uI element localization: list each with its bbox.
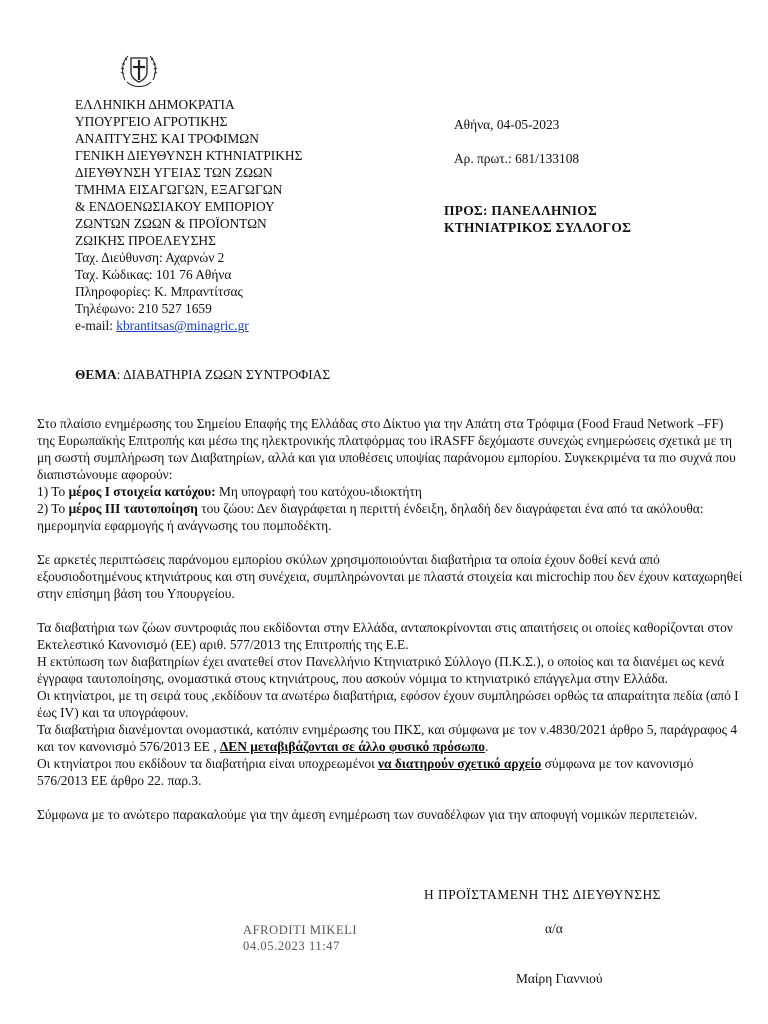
sender-line: ΖΩΝΤΩΝ ΖΩΩΝ & ΠΡΟΪΟΝΤΩΝ [75, 216, 267, 231]
distribution-end: . [485, 739, 489, 754]
sender-line: ΔΙΕΥΘΥΝΣΗ ΥΓΕΙΑΣ ΤΩΝ ΖΩΩΝ [75, 165, 273, 180]
body-paragraph [37, 619, 743, 789]
address: Ταχ. Διεύθυνση: Αχαρνών 2 [75, 250, 225, 265]
sender-line: ΥΠΟΥΡΓΕΙΟ ΑΓΡΟΤΙΚΗΣ [75, 114, 228, 129]
information-contact: Πληροφορίες: Κ. Μπραντίτσας [75, 284, 243, 299]
record-end: σύμφωνα με τον κανονισμό 576/2013 ΕΕ άρθρο 22. παρ.3. [37, 756, 694, 788]
item-1 [37, 484, 422, 499]
recipient-line: ΠΡΟΣ: ΠΑΝΕΛΛΗΝΙΟΣ [444, 203, 598, 218]
record-keeping [37, 756, 693, 788]
signer-name: Μαίρη Γιαννιού [516, 971, 603, 986]
phone: Τηλέφωνο: 210 527 1659 [75, 301, 212, 316]
distribution-text: Τα διαβατήρια διανέμονται ονομαστικά, κατόπιν ενημέρωσης του ΠΚΣ, και σύμφωνα με τον ν.4830/2021 άρθρο 5, παράγραφος 4 και τον κανονισμό 576/2013 ΕΕ , [37, 722, 738, 754]
postal-code: Ταχ. Κώδικας: 101 76 Αθήνα [75, 267, 232, 282]
body-paragraph [37, 415, 743, 534]
subject-text: : ΔΙΑΒΑΤΗΡΙΑ ΖΩΩΝ ΣΥΝΤΡΟΦΙΑΣ [116, 367, 331, 382]
passport-distribution [37, 722, 737, 754]
sender-block [75, 96, 375, 334]
item-1-rest: Μη υπογραφή του κατόχου-ιδιοκτήτη [215, 484, 422, 499]
record-keeping-emphasis: να διατηρούν σχετικό αρχείο [378, 756, 542, 771]
non-transferable-emphasis: ΔΕΝ μεταβιβάζονται σε άλλο φυσικό πρόσωπο [219, 739, 485, 754]
digital-signature-name: AFRODITI MIKELI [243, 923, 358, 937]
body-paragraph: Σύμφωνα με το ανώτερο παρακαλούμε για την άμεση ενημέρωση των συναδέλφων για την αποφυγή νομικών περιπετειών. [37, 807, 698, 822]
sender-line: ΖΩΙΚΗΣ ΠΡΟΕΛΕΥΣΗΣ [75, 233, 216, 248]
vet-issuance: Οι κτηνίατροι, με τη σειρά τους ,εκδίδουν τα ανωτέρω διαβατήρια, εφόσον έχουν συμπληρώσει ορθώς τα απαραίτητα πεδία (από I έως IV) και τα υπογράφουν. [37, 688, 739, 720]
digital-signature-datetime: 04.05.2023 11:47 [243, 939, 340, 953]
body-paragraph: Σε αρκετές περιπτώσεις παράνομου εμπορίου σκύλων χρησιμοποιούνται διαβατήρια τα οποία έχουν δοθεί κενά από εξουσιοδοτημένους κτηνιάτρους και στη συνέχεια, συμπληρώνονται με πλαστά στοιχεία και microchip που δεν έχουν καταχωρηθεί στην επίσημη βάση του Υπουργείου. [37, 552, 743, 601]
passport-requirements: Τα διαβατήρια των ζώων συντροφιάς που εκδίδονται στην Ελλάδα, ανταποκρίνονται στις απαιτήσεις οι οποίες καθορίζονται στον Εκτελεστικό Κανονισμό (ΕΕ) αριθ. 577/2013 της Επιτροπής της Ε.Ε. [37, 620, 733, 652]
email-link[interactable]: kbrantitsas@minagric.gr [116, 318, 249, 333]
item-2-prefix: 2) Το [37, 501, 69, 516]
letter-body [37, 415, 743, 840]
item-1-bold: μέρος I στοιχεία κατόχου: [68, 484, 216, 499]
item-1-prefix: 1) Το [37, 484, 69, 499]
signatory-title: Η ΠΡΟΪΣΤΑΜΕΝΗ ΤΗΣ ΔΙΕΥΘΥΝΣΗΣ [424, 887, 661, 902]
email-line [75, 317, 375, 334]
email-label: e-mail: [75, 318, 117, 333]
greek-state-emblem-icon [119, 50, 159, 92]
subject-label: ΘΕΜΑ [75, 367, 117, 382]
on-behalf-mark: α/α [545, 921, 563, 936]
recipient-line: ΚΤΗΝΙΑΤΡΙΚΟΣ ΣΥΛΛΟΓΟΣ [444, 220, 632, 235]
intro-text: Στο πλαίσιο ενημέρωσης του Σημείου Επαφής της Ελλάδας στο Δίκτυο για την Απάτη στα Τρόφιμα (Food Fraud Network –FF) της Ευρωπαϊκής Επιτροπής και μέσω της ηλεκτρονικής πλατφόρμας του iRASFF δεχόμαστε συνεχώς ενημερώσεις σχετικά με τη μη σωστή συμπλήρωση των Διαβατηρίων, αλλά και για υποθέσεις υποψίας παράνομου εμπορίου. Συγκεκριμένα τα πιο συχνά που διαπιστώνουμε αφορούν: [37, 416, 736, 482]
sender-line: ΤΜΗΜΑ ΕΙΣΑΓΩΓΩΝ, ΕΞΑΓΩΓΩΝ [75, 182, 283, 197]
subject [75, 366, 330, 383]
digital-signature [243, 922, 357, 954]
passport-printing: Η εκτύπωση των διαβατηρίων έχει ανατεθεί στον Πανελλήνιο Κτηνιατρικό Σύλλογο (Π.Κ.Σ.), ο οποίος και τα διανέμει ως κενά έγγραφα ταυτοποίησης, ονομαστικά στους κτηνιάτρους, που ασκούν νόμιμα το κτηνιατρικό επάγγελμα στην Ελλάδα. [37, 654, 725, 686]
item-2-bold: μέρος III ταυτοποίηση [68, 501, 198, 516]
item-2-rest: του ζώου: Δεν διαγράφεται η περιττή ένδειξη, δηλαδή δεν διαγράφεται ένα από τα ακόλουθα: ημερομηνία εφαρμογής ή ανάγνωσης του πομποδέκτη. [37, 501, 704, 533]
sender-line: ΑΝΑΠΤΥΞΗΣ ΚΑΙ ΤΡΟΦΙΜΩΝ [75, 131, 259, 146]
protocol-number: Αρ. πρωτ.: 681/133108 [454, 151, 580, 166]
sender-line: ΕΛΛΗΝΙΚΗ ΔΗΜΟΚΡΑΤΙΑ [75, 97, 235, 112]
recipient [444, 202, 631, 236]
sender-line: ΓΕΝΙΚΗ ΔΙΕΥΘΥΝΣΗ ΚΤΗΝΙΑΤΡΙΚΗΣ [75, 148, 303, 163]
record-text: Οι κτηνίατροι που εκδίδουν τα διαβατήρια είναι υποχρεωμένοι [37, 756, 379, 771]
item-2 [37, 501, 703, 533]
sender-line: & ΕΝΔΟΕΝΩΣΙΑΚΟΥ ΕΜΠΟΡΙΟΥ [75, 199, 275, 214]
document-date: Αθήνα, 04-05-2023 [454, 117, 560, 132]
